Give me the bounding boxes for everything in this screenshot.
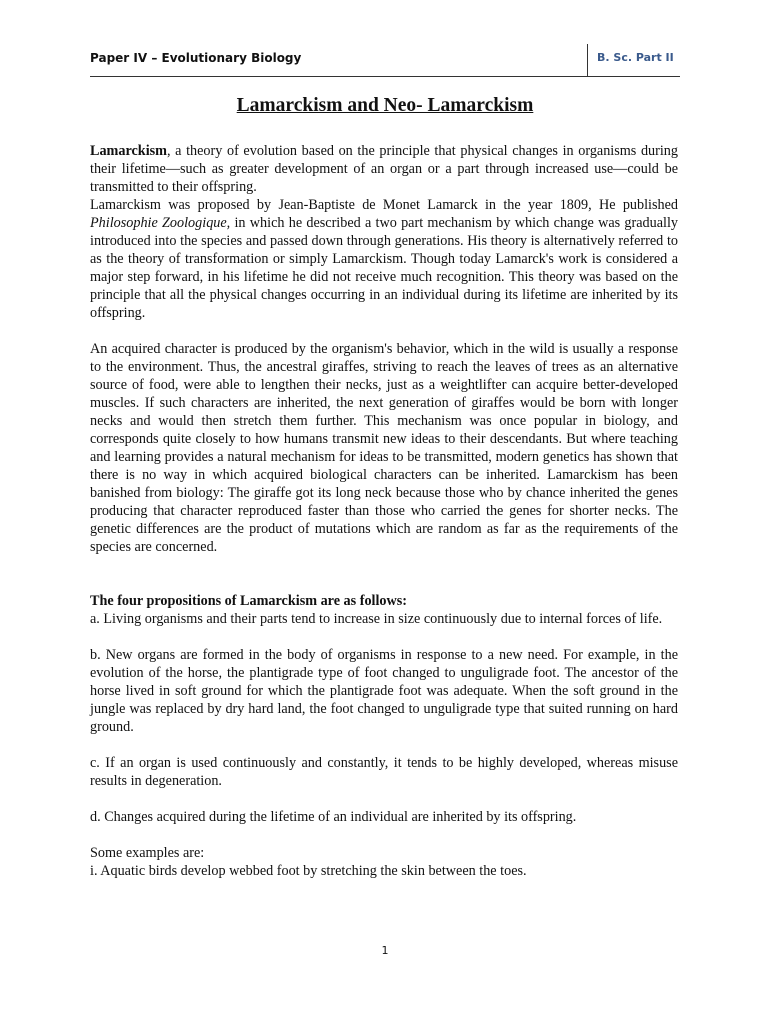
document-title: Lamarckism and Neo- Lamarckism bbox=[236, 95, 534, 116]
proposition-b: b. New organs are formed in the body of organisms in response to a new need. For example, in the evolution of the horse, the plantigrade type of foot changed to unguligrade foot. The ancestor of the horse lived in soft ground for which the plantigrade foot was adequate. When the soft ground in the jungle was replaced by dry hard land, the foot changed to unguligrade type that suited running on hard ground. bbox=[90, 647, 678, 735]
acquired-character-paragraph: An acquired character is produced by the organism's behavior, which in the wild is usually a response to the environment. Thus, the ancestral giraffes, striving to reach the leaves of trees as an alternative source of food, were able to lengthen their necks, just as a weightlifter can acquire better-developed muscles. If such characters are inherited, the next generation of giraffes would be born with longer necks and would then stretch them further. This mechanism was once popular in biology, and corresponds quite closely to how humans transmit new ideas to their descendants. But where teaching and learning provides a natural mechanism for ideas to be transmitted, modern genetics has shown that there is no way in which acquired biological characters can be inherited. Lamarckism has been banished from biology: The giraffe got its long neck because those who by chance inherited the genes producing that character reproduced faster than those who carried the genes for shorter necks. The genetic differences are the product of mutations which are random as far as the requirements of the species are concerned. bbox=[90, 341, 678, 555]
propositions-heading: The four propositions of Lamarckism are as follows: bbox=[90, 593, 408, 609]
header-course: B. Sc. Part II bbox=[597, 51, 674, 64]
proposition-a: a. Living organisms and their parts tend to increase in size continuously due to internal forces of life. bbox=[90, 611, 663, 627]
header-divider bbox=[587, 44, 588, 76]
page-number: 1 bbox=[381, 944, 389, 957]
history-text-after: in which he described a two part mechanism by which change was gradually introduced into the species and passed down through generations. His theory is alternatively referred to as the theory of transformation or simply Lamarckism. Though today Lamarck's work is considered a major step forward, in his lifetime he did not receive much recognition. This theory was based on the principle that all the physical changes occurring in an individual during its lifetime are inherited by its offspring. bbox=[90, 215, 678, 321]
proposition-c: c. If an organ is used continuously and constantly, it tends to be highly developed, whereas misuse results in degeneration. bbox=[90, 755, 678, 789]
page-header bbox=[90, 44, 680, 77]
history-paragraph bbox=[90, 196, 678, 322]
proposition-d: d. Changes acquired during the lifetime of an individual are inherited by its offspring. bbox=[90, 809, 577, 825]
example-i: i. Aquatic birds develop webbed foot by stretching the skin between the toes. bbox=[90, 863, 527, 879]
history-text-before: Lamarckism was proposed by Jean-Baptiste de Monet Lamarck in the year 1809, He published bbox=[90, 197, 678, 213]
book-title: Philosophie Zoologique, bbox=[90, 215, 231, 231]
intro-term: Lamarckism bbox=[90, 143, 167, 159]
header-paper-title: Paper IV – Evolutionary Biology bbox=[90, 51, 302, 65]
intro-paragraph bbox=[90, 142, 678, 196]
document-body bbox=[90, 142, 678, 880]
examples-intro: Some examples are: bbox=[90, 845, 205, 861]
intro-text: , a theory of evolution based on the principle that physical changes in organisms during their lifetime—such as greater development of an organ or a part through increased use—could be transmitted to their offspring. bbox=[90, 143, 678, 195]
